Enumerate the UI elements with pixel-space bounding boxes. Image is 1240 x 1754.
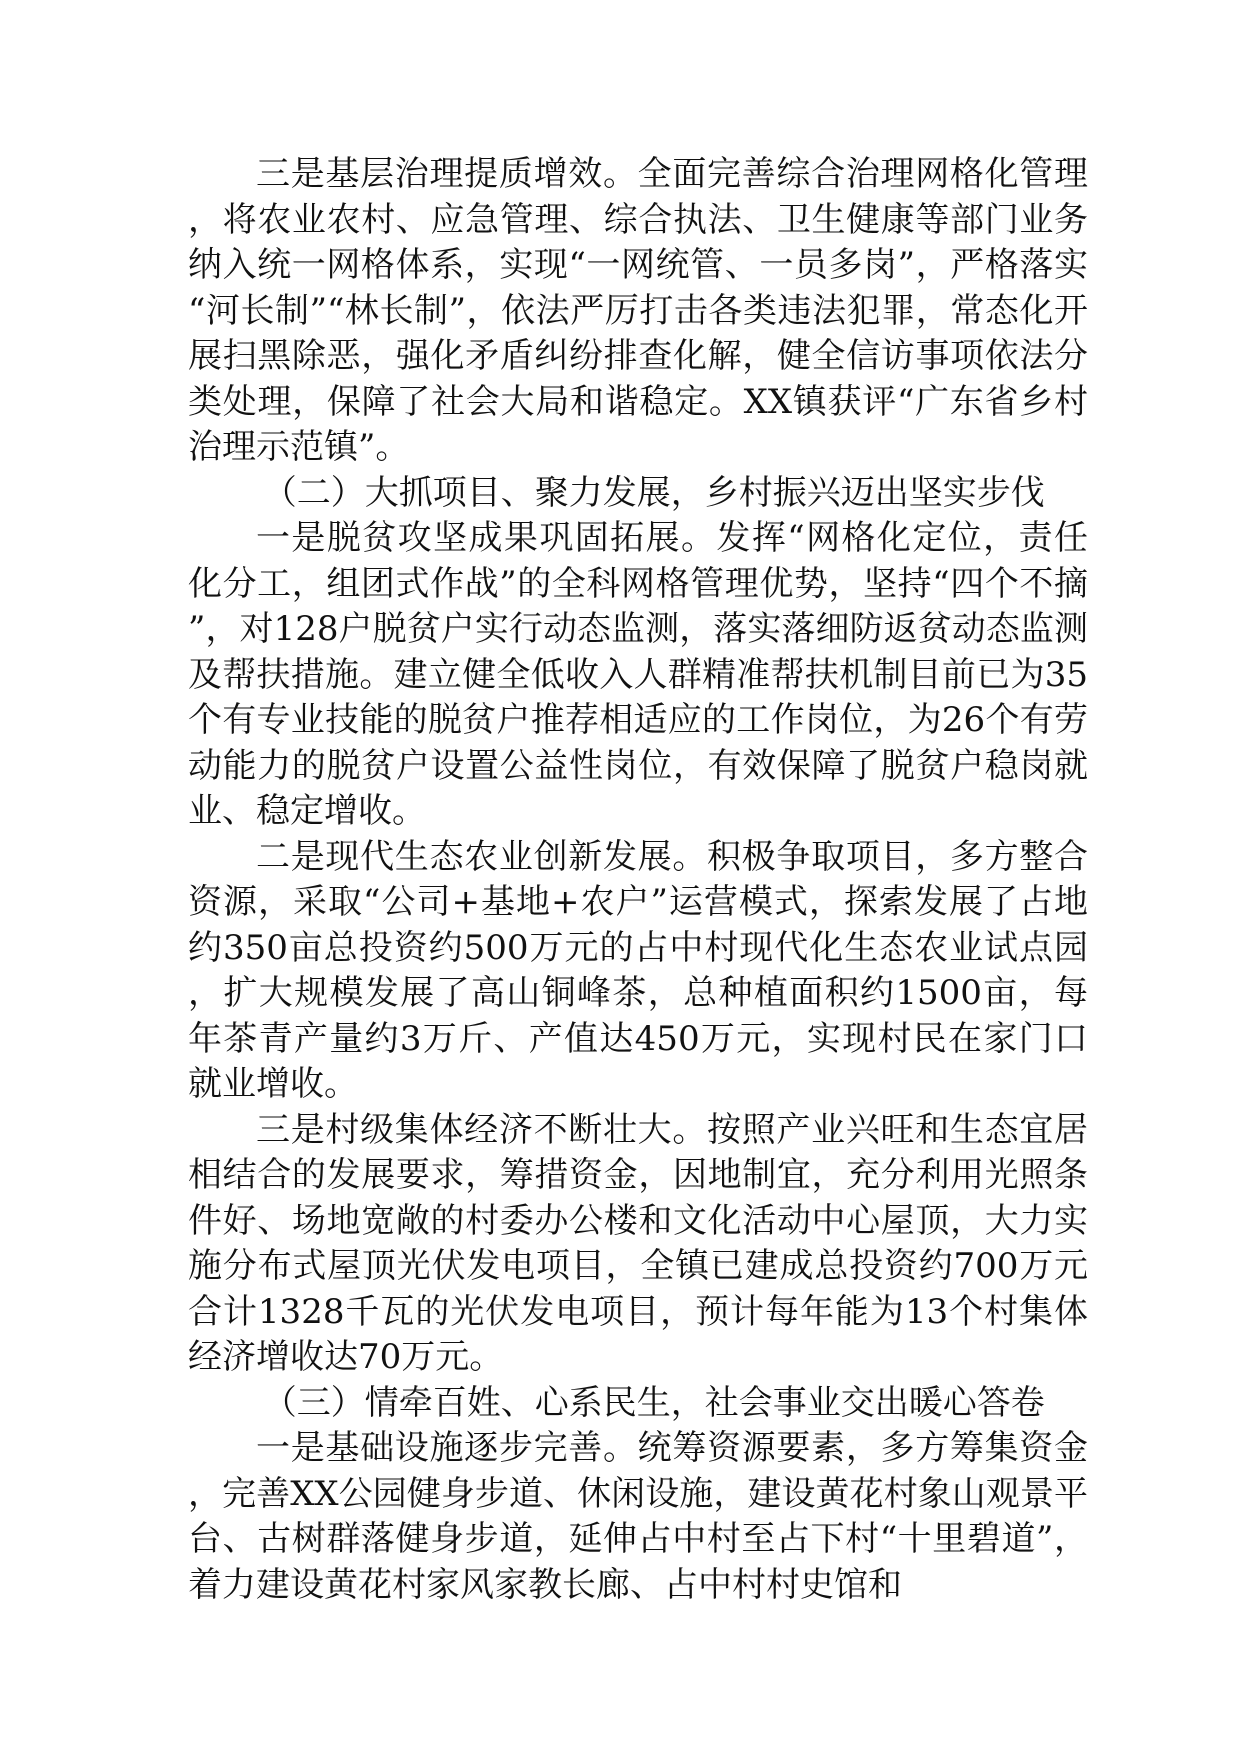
paragraph-infrastructure: 一是基础设施逐步完善。统筹资源要素，多方筹集资金，完善XX公园健身步道、休闲设施，建设黄花村象山观景平台、古树群落健身步道，延伸占中村至占下村“十里碧道”，着力建设黄花村家风家教长廊、占中村村史馆和 bbox=[188, 1428, 1088, 1605]
paragraph-eco-agriculture: 二是现代生态农业创新发展。积极争取项目，多方整合资源，采取“公司+基地+农户”运营模式，探索发展了占地约350亩总投资约500万元的占中村现代化生态农业试点园，扩大规模发展了高山铜峰茶，总种植面积约1500亩，每年茶青产量约3万斤、产值达450万元，实现村民在家门口就业增收。 bbox=[188, 836, 1088, 1104]
section-heading-livelihood: （三）情牵百姓、心系民生，社会事业交出暖心答卷 bbox=[262, 1382, 1045, 1423]
document-page bbox=[188, 152, 1088, 1608]
paragraph-collective-economy: 三是村级集体经济不断壮大。按照产业兴旺和生态宜居相结合的发展要求，筹措资金，因地制宜，充分利用光照条件好、场地宽敞的村委办公楼和文化活动中心屋顶，大力实施分布式屋顶光伏发电项目，全镇已建成总投资约700万元合计1328千瓦的光伏发电项目，预计每年能为13个村集体经济增收达70万元。 bbox=[188, 1109, 1088, 1377]
paragraph-poverty-alleviation: 一是脱贫攻坚成果巩固拓展。发挥“网格化定位，责任化分工，组团式作战”的全科网格管理优势，坚持“四个不摘”，对128户脱贫户实行动态监测，落实落细防返贫动态监测及帮扶措施。建立健全低收入人群精准帮扶机制目前已为35个有专业技能的脱贫户推荐相适应的工作岗位，为26个有劳动能力的脱贫户设置公益性岗位，有效保障了脱贫户稳岗就业、稳定增收。 bbox=[188, 518, 1088, 831]
paragraph-grassroots-governance: 三是基层治理提质增效。全面完善综合治理网格化管理，将农业农村、应急管理、综合执法、卫生健康等部门业务纳入统一网格体系，实现“一网统管、一员多岗”，严格落实“河长制”“林长制”，依法严厉打击各类违法犯罪，常态化开展扫黑除恶，强化矛盾纠纷排查化解，健全信访事项依法分类处理，保障了社会大局和谐稳定。XX镇获评“广东省乡村治理示范镇”。 bbox=[188, 154, 1088, 467]
section-heading-projects: （二）大抓项目、聚力发展，乡村振兴迈出坚实步伐 bbox=[262, 472, 1045, 513]
